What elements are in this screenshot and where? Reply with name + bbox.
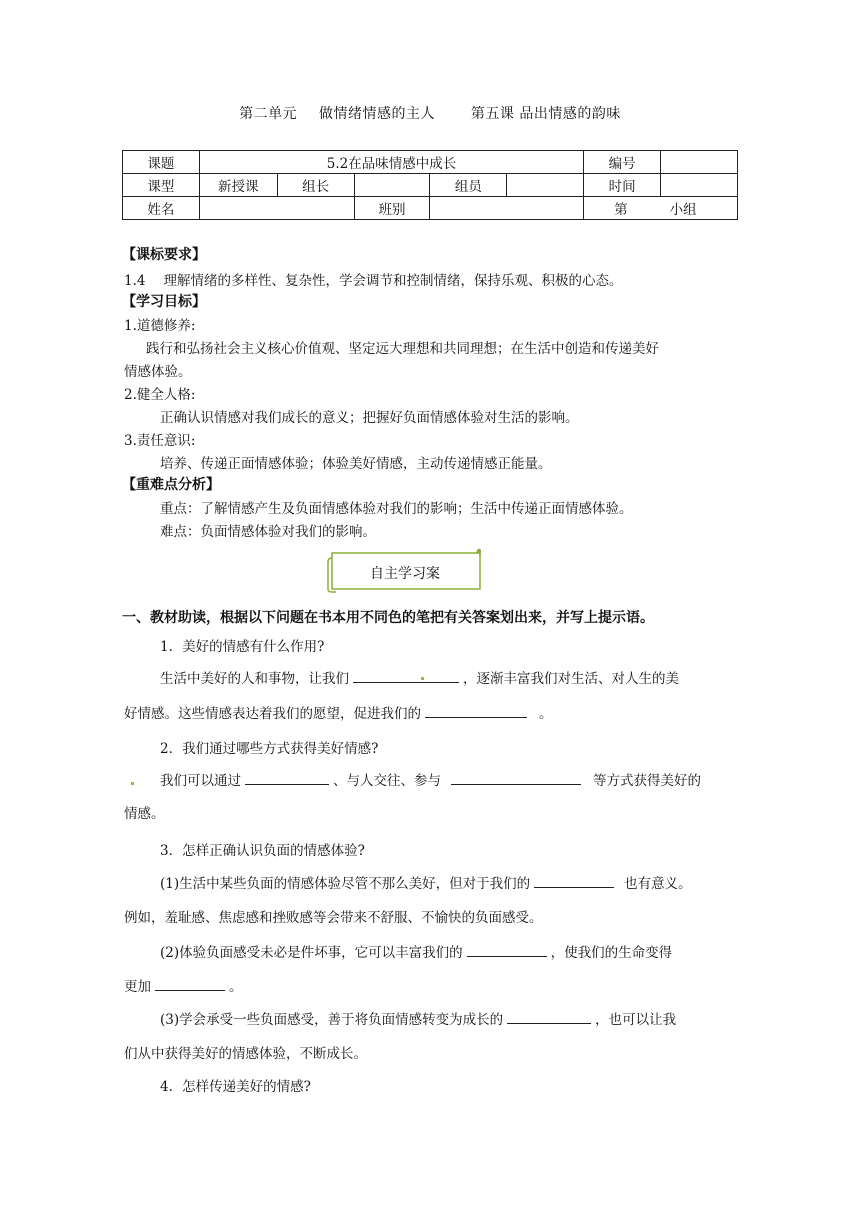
answer-3-p2-text-a: (2)体验负面感受未必是件坏事，它可以丰富我们的: [160, 945, 463, 961]
goal-1-text: 践行和弘扬社会主义核心价值观、坚定远大理想和共同理想；在生活中创造和传递美好: [146, 341, 659, 357]
answer-blank[interactable]: [425, 703, 527, 718]
table-row: [123, 151, 738, 174]
standards-text: 理解情绪的多样性、复杂性，学会调节和控制情绪，保持乐观、积极的心态。: [163, 273, 623, 289]
answer-blank[interactable]: [353, 668, 459, 683]
goal-2-title: 2.健全人格:: [124, 387, 196, 403]
answer-blank[interactable]: [451, 770, 581, 785]
group-suffix: 小组: [669, 202, 697, 218]
question-2: 2．我们通过哪些方式获得美好情感?: [160, 741, 379, 757]
answer-2-text-b: 、与人交往、参与: [333, 773, 441, 789]
answer-3-p3-line-1: [160, 1008, 676, 1028]
goal-3-title: 3.责任意识:: [124, 433, 196, 449]
question-1: 1．美好的情感有什么作用?: [160, 639, 325, 655]
difficult-point: 难点：负面情感体验对我们的影响。: [160, 524, 376, 540]
bullet-dot: [131, 782, 134, 785]
self-study-banner: [326, 548, 484, 594]
group-prefix: 第: [614, 202, 628, 218]
name-label: 姓名: [123, 197, 200, 220]
standards-heading: 【课标要求】: [122, 247, 206, 263]
answer-2-text-a: 我们可以通过: [160, 773, 241, 789]
code-field[interactable]: [661, 151, 738, 174]
class-field[interactable]: [430, 197, 584, 220]
question-4: 4．怎样传递美好的情感?: [160, 1079, 311, 1095]
answer-3-p3-line-2: 们从中获得美好的情感体验，不断成长。: [124, 1046, 367, 1062]
unit-title: 做情绪情感的主人: [319, 106, 436, 122]
question-3: 3．怎样正确认识负面的情感体验?: [160, 843, 365, 859]
answer-1-text-a: 生活中美好的人和事物，让我们: [160, 671, 349, 687]
section-1-heading: 一、教材助读，根据以下问题在书本用不同色的笔把有关答案划出来，并写上提示语。: [122, 610, 654, 626]
key-points-heading: 【重难点分析】: [122, 477, 220, 493]
answer-3-p2-text-d: 。: [229, 979, 243, 995]
page-title: [0, 103, 860, 123]
answer-3-p2-text-b: ，使我们的生命变得: [550, 945, 673, 961]
type-label: 课型: [123, 174, 200, 197]
time-label: 时间: [584, 174, 661, 197]
topic-label: 课题: [123, 151, 200, 174]
answer-3-p2-line-2: [124, 975, 243, 995]
answer-blank[interactable]: [534, 873, 614, 888]
answer-3-p3-text-b: ，也可以让我: [595, 1012, 677, 1028]
leader-field[interactable]: [354, 174, 430, 197]
answer-2-line-1: [131, 769, 701, 789]
code-label: 编号: [584, 151, 661, 174]
unit-number: 第二单元: [239, 106, 298, 122]
time-field[interactable]: [661, 174, 738, 197]
goal-1-text-cont: 情感体验。: [124, 364, 192, 380]
answer-blank[interactable]: [507, 1009, 591, 1024]
answer-2-line-2: 情感。: [124, 806, 165, 822]
standards-item: [124, 269, 622, 289]
answer-3-p3-text-a: (3)学会承受一些负面感受，善于将负面情感转变为成长的: [160, 1012, 504, 1028]
goals-heading: 【学习目标】: [122, 294, 206, 310]
answer-3-p2-line-1: [160, 941, 672, 961]
lesson-info-table: [122, 150, 738, 220]
goal-1-title: 1.道德修养:: [124, 318, 196, 334]
leader-label: 组长: [277, 174, 354, 197]
answer-3-p1-line-1: [160, 872, 692, 892]
answer-1-text-c: 好情感。这些情感表达着我们的愿望，促进我们的: [124, 706, 421, 722]
banner-label: 自主学习案: [370, 566, 440, 582]
answer-3-p1-line-2: 例如，羞耻感、焦虑感和挫败感等会带来不舒服、不愉快的负面感受。: [124, 910, 543, 926]
group-cell: [584, 197, 738, 220]
table-row: [123, 197, 738, 220]
goal-2-text: 正确认识情感对我们成长的意义；把握好负面情感体验对生活的影响。: [160, 410, 579, 426]
answer-1-line-1: [160, 667, 679, 687]
answer-1-line-2: [124, 702, 553, 722]
key-point: 重点：了解情感产生及负面情感体验对我们的影响；生活中传递正面情感体验。: [160, 501, 633, 517]
member-field[interactable]: [507, 174, 584, 197]
standards-number: 1.4: [124, 273, 146, 289]
topic-value: 5.2在品味情感中成长: [199, 151, 583, 174]
answer-3-p2-text-c: 更加: [124, 979, 151, 995]
answer-3-p1-text-b: 也有意义。: [624, 876, 692, 892]
answer-blank[interactable]: [467, 942, 547, 957]
table-row: [123, 174, 738, 197]
answer-blank[interactable]: [155, 976, 225, 991]
type-value: 新授课: [199, 174, 277, 197]
answer-2-text-c: 等方式获得美好的: [593, 773, 701, 789]
name-field[interactable]: [199, 197, 354, 220]
goal-3-text: 培养、传递正面情感体验；体验美好情感，主动传递情感正能量。: [160, 456, 552, 472]
answer-1-text-b: ，逐渐丰富我们对生活、对人生的美: [463, 671, 679, 687]
answer-1-text-d: 。: [539, 706, 553, 722]
answer-blank[interactable]: [245, 770, 329, 785]
member-label: 组员: [430, 174, 507, 197]
lesson-title: 第五课 品出情感的韵味: [470, 106, 621, 122]
answer-3-p1-text-a: (1)生活中某些负面的情感体验尽管不那么美好，但对于我们的: [160, 876, 531, 892]
class-label: 班别: [354, 197, 430, 220]
